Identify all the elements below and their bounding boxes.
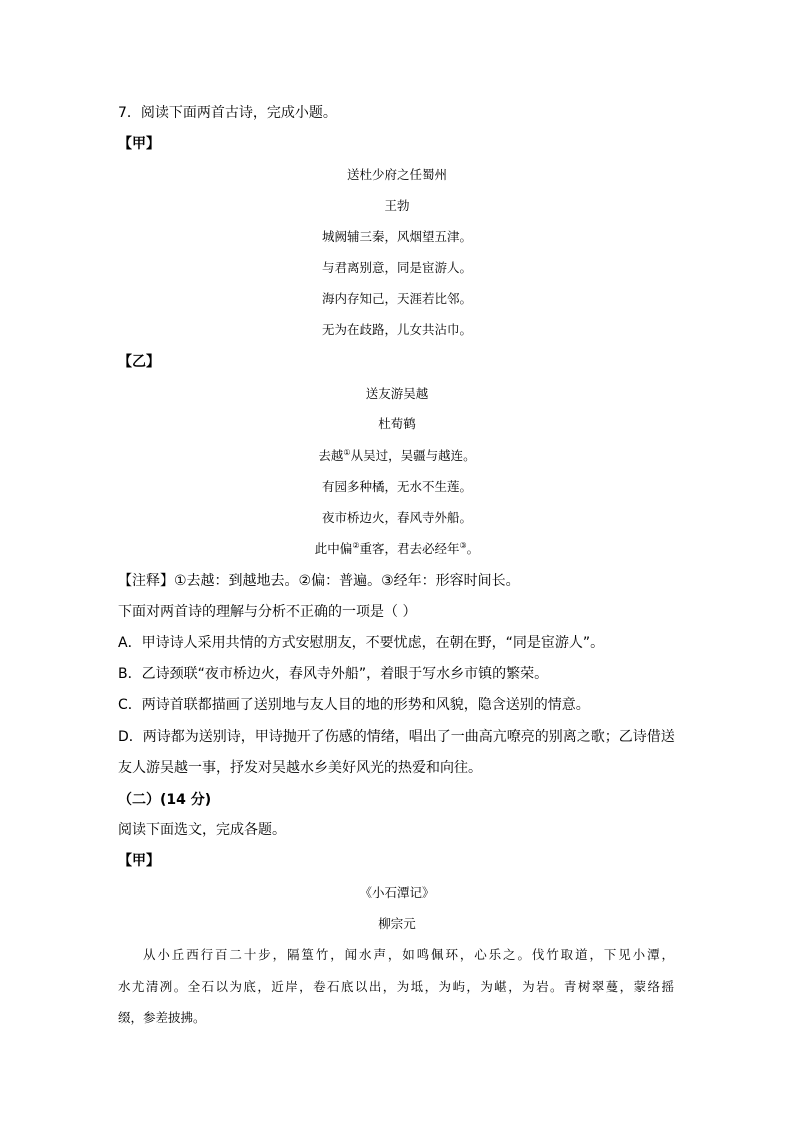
question-7-intro: 7．阅读下面两首古诗，完成小题。 [118, 105, 337, 121]
poem1-title: 送杜少府之任蜀州 [346, 167, 447, 182]
section-intro: 阅读下面选文，完成各题。 [118, 822, 286, 838]
poem2-title: 送友游吴越 [365, 386, 429, 401]
poem2-line: 此中偏②重客，君去必经年③。 [314, 540, 480, 556]
poem1-line: 与君离别意，同是宦游人。 [321, 260, 472, 275]
poem1-author: 王勃 [384, 198, 410, 213]
jia-label: 【甲】 [118, 136, 160, 152]
question-stem: 下面对两首诗的理解与分析不正确的一项是（ ） [118, 604, 417, 620]
footnote-marker: ③ [459, 540, 467, 550]
poem2-line: 去越①从吴过，吴疆与越连。 [318, 447, 476, 463]
jia-label-2: 【甲】 [118, 853, 160, 869]
essay-title: 《小石潭记》 [359, 885, 435, 900]
option-d-line2: 友人游吴越一事，抒发对吴越水乡美好风光的热爱和向往。 [118, 760, 482, 776]
option-b: B．乙诗颈联“夜市桥边火，春风寺外船”，着眼于写水乡市镇的繁荣。 [118, 666, 549, 682]
footnote-marker: ② [352, 540, 360, 550]
option-a: A．甲诗诗人采用共情的方式安慰朋友，不要忧虑，在朝在野，“同是宦游人”。 [118, 635, 605, 651]
poem2-line: 夜市桥边火，春风寺外船。 [321, 510, 472, 525]
essay-paragraph-line: 缀，参差披拂。 [118, 1010, 206, 1025]
poem1-line: 海内存知己，天涯若比邻。 [321, 291, 472, 306]
option-c: C．两诗首联都描画了送别地与友人目的地的形势和风貌，隐含送别的情意。 [118, 697, 590, 713]
essay-author: 柳宗元 [378, 916, 416, 931]
poem2-author: 杜荀鹤 [378, 416, 416, 431]
poem1-line: 无为在歧路，儿女共沾巾。 [321, 322, 472, 337]
poem2-line: 有园多种橘，无水不生莲。 [321, 479, 472, 494]
yi-label: 【乙】 [118, 354, 160, 370]
poem1-line: 城阙辅三秦，风烟望五津。 [321, 229, 472, 244]
essay-paragraph-line: 从小丘西行百二十步，隔篁竹，闻水声，如鸣佩环，心乐之。伐竹取道，下见小潭， [143, 947, 674, 962]
footnote-marker: ① [343, 447, 351, 457]
essay-paragraph-line: 水尤清冽。全石以为底，近岸，卷石底以出，为坻，为屿，为嵁，为岩。青树翠蔓，蒙络摇 [118, 979, 674, 994]
annotation-notes: 【注释】①去越：到越地去。②偏：普遍。③经年：形容时间长。 [118, 573, 520, 589]
section-heading: （二）(14 分) [118, 792, 212, 808]
option-d-line1: D．两诗都为送别诗，甲诗抛开了伤感的情绪，唱出了一曲高亢嘹亮的别离之歌；乙诗借送 [118, 729, 675, 745]
